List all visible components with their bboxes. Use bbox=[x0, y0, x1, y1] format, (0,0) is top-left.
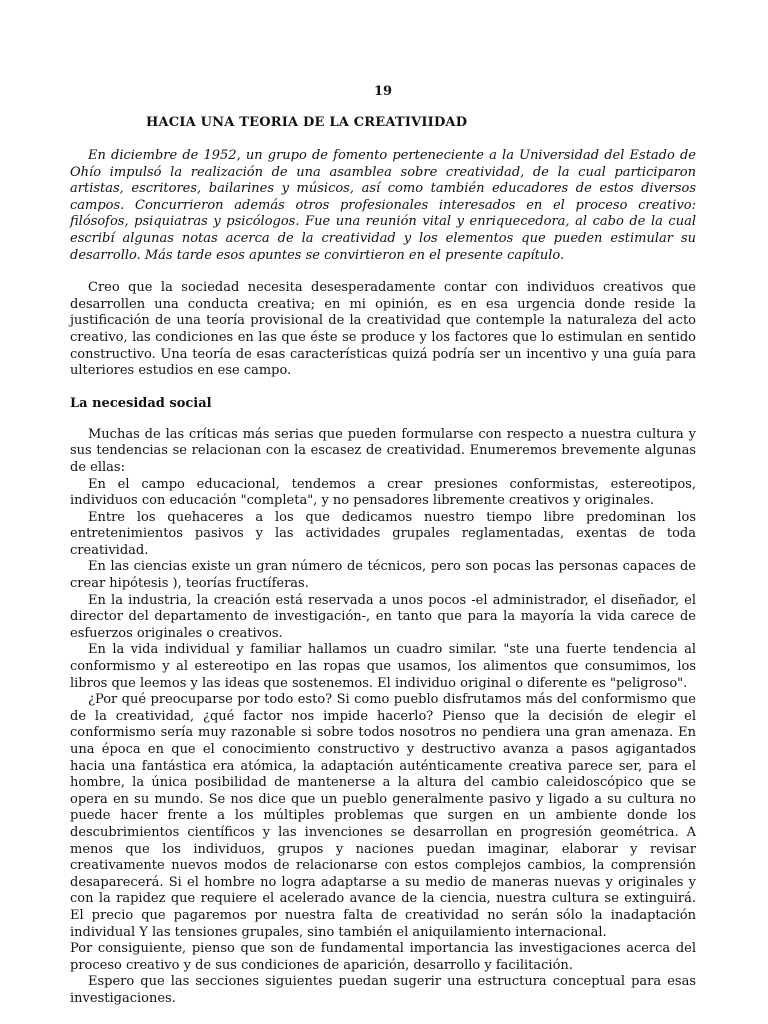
paragraph-gap bbox=[70, 380, 696, 396]
conclusion-paragraph: Por consiguiente, pienso que son de fundamental importancia las investigaciones acerca del proceso creativo y de sus condiciones de aparición, desarrollo y facilitación. bbox=[70, 941, 696, 973]
section-paragraph: Muchas de las críticas más serias que pueden formularse con respecto a nuestra cultura y sus tendencias se relacionan con la escasez de creatividad. Enumeremos brevemente algunas de ellas: bbox=[70, 426, 696, 475]
section-paragraph: En las ciencias existe un gran número de técnicos, pero son pocas las personas capaces de crear hipótesis ), teorías fructíferas. bbox=[70, 559, 696, 592]
opening-paragraph: Creo que la sociedad necesita desesperadamente contar con individuos creativos que desarrollen una conducta creativa; en mi opinión, es en esa urgencia donde reside la justificación de una teoría provisional de la creatividad que contemple la naturaleza del acto creativo, las condiciones en las que éste se produce y los factores que lo estimulan en sentido constructivo. Una teoría de esas características quizá podría ser un incentivo y una guía para ulteriores estudios en ese campo. bbox=[70, 280, 696, 379]
section-paragraph: En el campo educacional, tendemos a crear presiones conformistas, estereotipos, individuos con educación "completa", y no pensadores libremente creativos y originales. bbox=[70, 476, 696, 509]
chapter-number: 19 bbox=[373, 84, 393, 99]
section-heading: La necesidad social bbox=[70, 395, 212, 411]
section-paragraph: ¿Por qué preocuparse por todo esto? Si como pueblo disfrutamos más del conformismo que de la creatividad, ¿qué factor nos impide hacerlo? Pienso que la decisión de elegir el conformismo sería muy razonable si sobre todos nosotros no pendiera una gran amenaza. En una época en que el conocimiento constructivo y destructivo avanza a pasos agigantados hacia una fantástica era atómica, la adaptación auténticamente creativa parece ser, para el hombre, la única posibilidad de mantenerse a la altura del cambio caleidoscópico que se opera en su mundo. Se nos dice que un pueblo generalmente pasivo y ligado a su cultura no puede hacer frente a los múltiples problemas que surgen en un ambiente donde los descubrimientos científicos y las invenciones se desarrollan en progresión geométrica. A menos que los individuos, grupos y naciones puedan imaginar, elaborar y revisar creativamente nuevos modos de relacionarse con estos complejos cambios, la comprensión desaparecerá. Si el hombre no logra adaptarse a su medio de maneras nuevas y originales y con la rapidez que requiere el acelerado avance de la ciencia, nuestra cultura se extinguirá. El precio que pagaremos por nuestra falta de creatividad no serán sólo la inadaptación individual Y las tensiones grupales, sino también el aniquilamiento internacional. bbox=[70, 692, 696, 940]
intro-paragraph: En diciembre de 1952, un grupo de fomento perteneciente a la Universidad del Estado de Ohío impulsó la realización de una asamblea sobre creatividad, de la cual participaron artistas, escritores, bailarines y músicos, así como también educadores de estos diversos campos. Concurrieron además otros profesionales interesados en el proceso creativo: filósofos, psiquiatras y psicólogos. Fue una reunión vital y enriquecedora, al cabo de la cual escribí algunas notas acerca de la creatividad y los elementos que pueden estimular su desarrollo. Más tarde esos apuntes se convirtieron en el presente capítulo. bbox=[70, 148, 696, 263]
section-paragraph: En la vida individual y familiar hallamos un cuadro similar. "ste una fuerte tendencia al conformismo y al estereotipo en las ropas que usamos, los alimentos que consumimos, los libros que leemos y las ideas que sostenemos. El individuo original o diferente es "peligroso". bbox=[70, 642, 696, 691]
chapter-title: HACIA UNA TEORIA DE LA CREATIVIIDAD bbox=[146, 115, 468, 130]
section-paragraph: En la industria, la creación está reservada a unos pocos -el administrador, el diseñador, el director del departamento de investigación-, en tanto que para la mayoría la vida carece de esfuerzos originales o creativos. bbox=[70, 592, 696, 641]
closing-paragraph: Espero que las secciones siguientes puedan sugerir una estructura conceptual para esas investigaciones. bbox=[70, 974, 696, 1006]
section-paragraph: Entre los quehaceres a los que dedicamos nuestro tiempo libre predominan los entretenimientos pasivos y las actividades grupales reglamentadas, exentas de toda creatividad. bbox=[70, 509, 696, 558]
